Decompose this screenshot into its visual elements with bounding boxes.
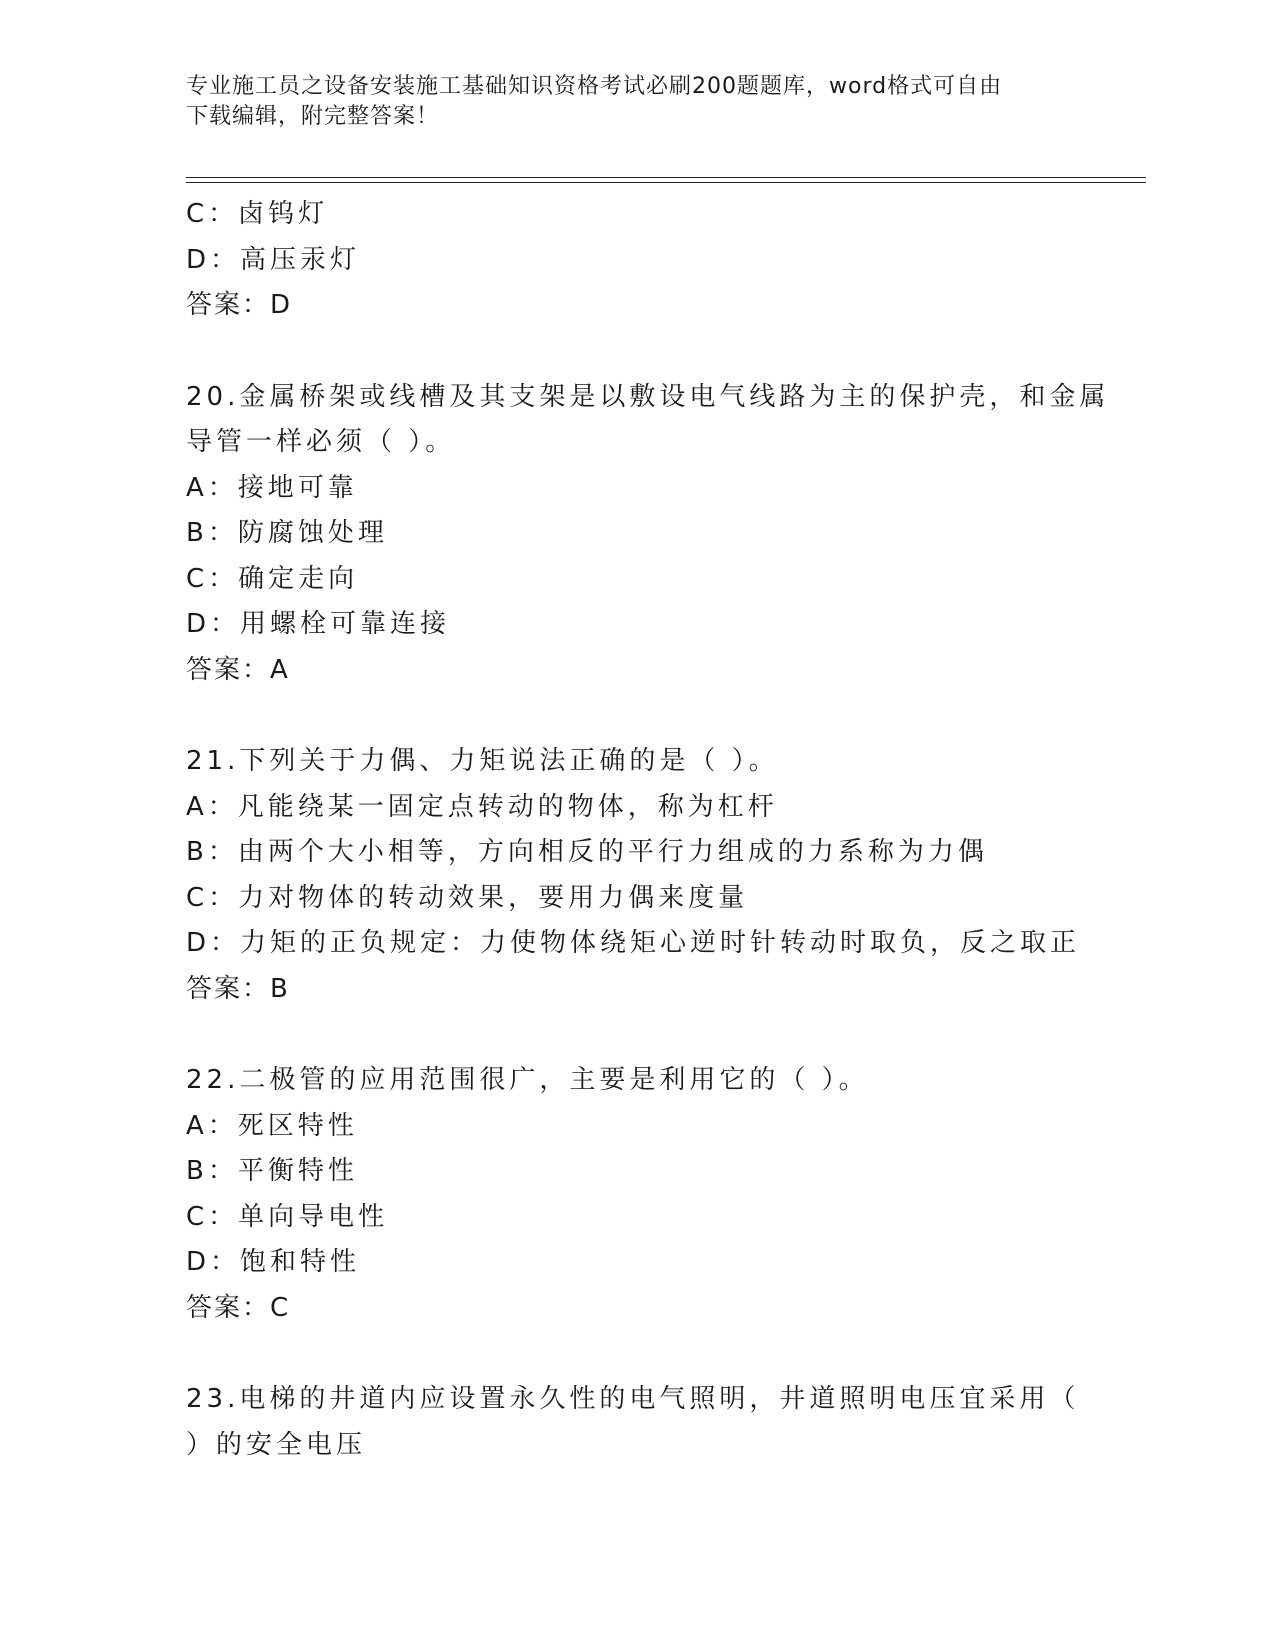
option-a: A：死区特性 bbox=[186, 1110, 358, 1141]
option-d: D：用螺栓可靠连接 bbox=[186, 609, 451, 639]
question-stem-line-2: 导管一样必须（ ）。 bbox=[186, 427, 456, 457]
option-c: C：单向导电性 bbox=[186, 1201, 389, 1232]
header-divider-top bbox=[186, 177, 1146, 178]
spacer bbox=[186, 1012, 1086, 1058]
question-22 bbox=[186, 1058, 1086, 1331]
spacer bbox=[186, 693, 1086, 739]
question-list bbox=[186, 192, 1110, 1468]
option-a: A：凡能绕某一固定点转动的物体，称为杠杆 bbox=[186, 791, 778, 822]
option-a: A：接地可靠 bbox=[186, 472, 358, 503]
question-stem-line-1: 20.金属桥架或线槽及其支架是以敷设电气线路为主的保护壳，和金属 bbox=[186, 381, 1110, 412]
answer: 答案：D bbox=[186, 290, 293, 320]
option-d: D：力矩的正负规定：力使物体绕矩心逆时针转动时取负，反之取正 bbox=[186, 928, 1081, 958]
question-stem-line-1: 21.下列关于力偶、力矩说法正确的是（ ）。 bbox=[186, 746, 779, 776]
option-b: B：防腐蚀处理 bbox=[186, 518, 388, 548]
question-20 bbox=[186, 375, 1110, 694]
spacer bbox=[186, 329, 1086, 375]
header-line-1: 专业施工员之设备安装施工基础知识资格考试必刷200题题库，word格式可自由 bbox=[186, 74, 1003, 99]
option-c: C：力对物体的转动效果，要用力偶来度量 bbox=[186, 882, 749, 913]
question-stem-line-2: ）的安全电压 bbox=[186, 1429, 367, 1460]
question-stem-line-1: 23.电梯的井道内应设置永久性的电气照明，井道照明电压宜采用（ bbox=[186, 1384, 1080, 1414]
question-21 bbox=[186, 739, 1086, 1012]
question-23 bbox=[186, 1377, 1086, 1468]
answer: 答案：A bbox=[186, 654, 290, 685]
answer: 答案：B bbox=[186, 973, 290, 1004]
header-divider-bottom bbox=[186, 182, 1146, 183]
question-stem-line-1: 22.二极管的应用范围很广，主要是利用它的（ ）。 bbox=[186, 1065, 869, 1095]
option-b: B：平衡特性 bbox=[186, 1156, 358, 1186]
previous-question-tail bbox=[186, 192, 1086, 329]
option-c: C：卤钨灯 bbox=[186, 199, 329, 229]
document-header bbox=[186, 72, 1066, 132]
header-line-2: 下载编辑，附完整答案！ bbox=[186, 104, 440, 129]
option-b: B：由两个大小相等，方向相反的平行力组成的力系称为力偶 bbox=[186, 837, 988, 867]
option-d: D：饱和特性 bbox=[186, 1247, 361, 1277]
answer: 答案：C bbox=[186, 1292, 291, 1323]
option-d: D：高压汞灯 bbox=[186, 244, 361, 275]
option-c: C：确定走向 bbox=[186, 563, 359, 594]
spacer bbox=[186, 1331, 1086, 1377]
